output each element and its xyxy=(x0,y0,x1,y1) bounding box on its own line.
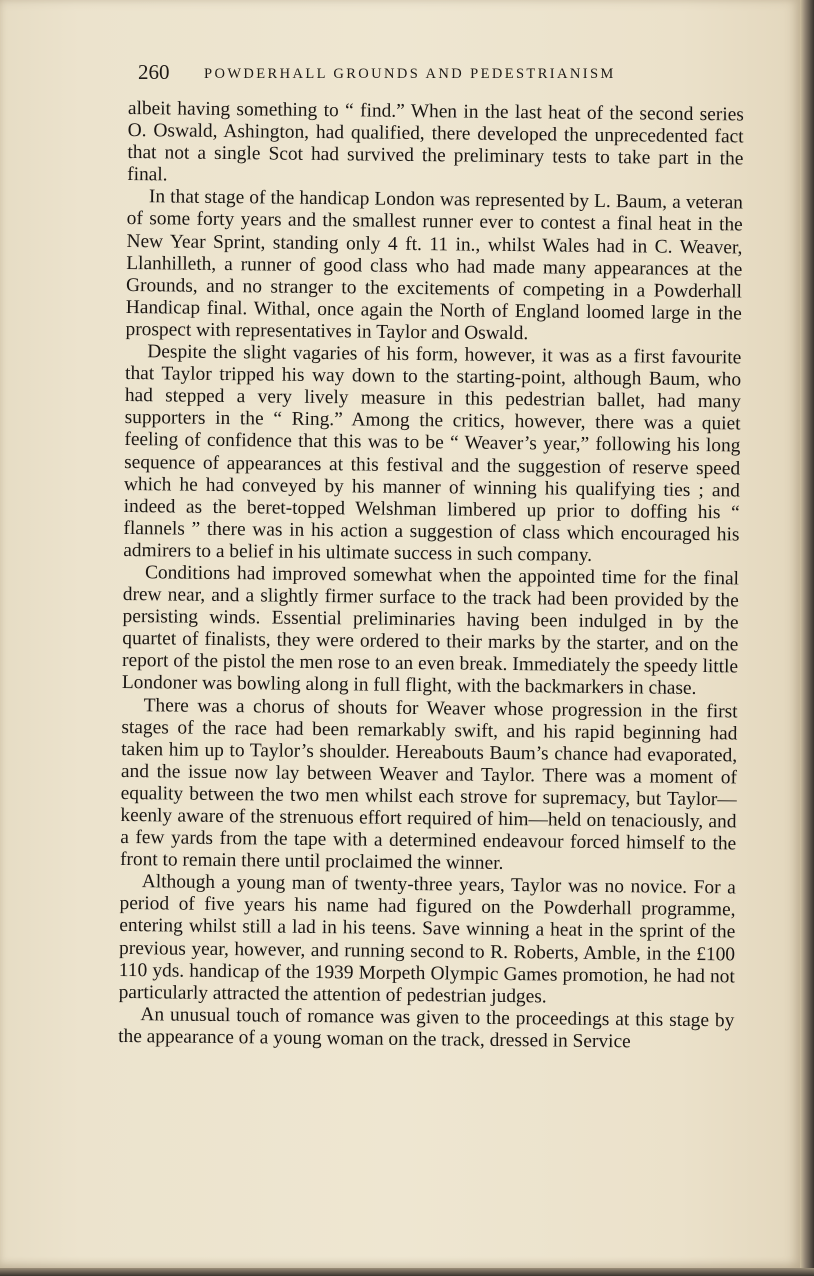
running-head: POWDERHALL GROUNDS AND PEDESTRIANISM xyxy=(204,66,616,82)
paragraph-taylor: Although a young man of twenty-three years, Taylor was no novice. For a period of five years his name had figured on the Powderhall programme, entering whilst still a lad in his teens. Save winning a heat in the sprint of the previous year, however, and running second to R. Roberts, Amble, in the £100 110 yds. handicap of the 1939 Morpeth Olympic Games promotion, he had not particularly attracted the attention of pedestrian judges. xyxy=(118,871,736,1008)
paragraph-race: There was a chorus of shouts for Weaver whose progression in the first stages of the race had been remarkably swift, and his rapid beginning had taken him up to Taylor’s shoulder. Hereabouts Baum’s chance had evaporated, and the issue now lay between Weaver and Taylor. There was a moment of equality between the two men whilst each strove for supremacy, but Taylor—keenly aware of the strenuous effort required of him—held on tenaciously, and a few yards from the tape with a determined endeavour forced himself to the front to remain there until proclaimed the winner. xyxy=(119,694,738,875)
paragraph-finalists: In that stage of the handicap London was represented by L. Baum, a veteran of some forty years and the smallest runner ever to contest a final heat in the New Year Sprint, standing only 4 ft. 11 in., whilst Wales had in C. Weaver, Llanhilleth, a runner of good class who had made many appearances at the Grounds, and no stranger to the excitements of competing in a Powderhall Handicap final. Withal, once again the North of England loomed large in the prospect with representatives in Taylor and Oswald. xyxy=(125,186,744,345)
paragraph-continuation: albeit having something to “ find.” When in the last heat of the second series O. Oswald, Ashington, had qualified, there developed the unprecedented fact that not a single Scot had survived the preliminary tests to take part in the final. xyxy=(127,98,744,186)
page-header xyxy=(138,60,738,92)
paragraph-conditions: Conditions had improved somewhat when the appointed time for the final drew near, and a slightly firmer surface to the track had been provided by the persisting winds. Essential preliminaries having been indulged in by the quartet of finalists, they were ordered to their marks by the starter, and on the report of the pistol the men rose to an even break. Immediately the speedy little Londoner was bowling along in full flight, with the backmarkers in chase. xyxy=(121,562,740,700)
page-edge xyxy=(800,0,814,1276)
paragraph-favourite: Despite the slight vagaries of his form, however, it was as a first favourite that Taylor tripped his way down to the starting-point, although Baum, who had stepped a very lively measure in this pedestrian ballet, had many supporters in the “ Ring.” Among the critics, however, there was a quiet feeling of confidence that this was to be “ Weaver’s year,” following his long sequence of appearances at this festival and the suggestion of reserve speed which he had conveyed by his manner of winning his qualifying ties ; and indeed as the beret-topped Welshman limbered up prior to doffing his “ flannels ” there was in his action a suggestion of class which encouraged his admirers to a belief in his ultimate success in such company. xyxy=(123,341,742,566)
page-bottom-edge xyxy=(0,1268,814,1276)
paragraph-romance: An unusual touch of romance was given to the proceedings at this stage by the appearance of a young woman on the track, dressed in Service xyxy=(118,1004,735,1053)
body-text xyxy=(118,98,744,1054)
page-number: 260 xyxy=(138,60,170,84)
